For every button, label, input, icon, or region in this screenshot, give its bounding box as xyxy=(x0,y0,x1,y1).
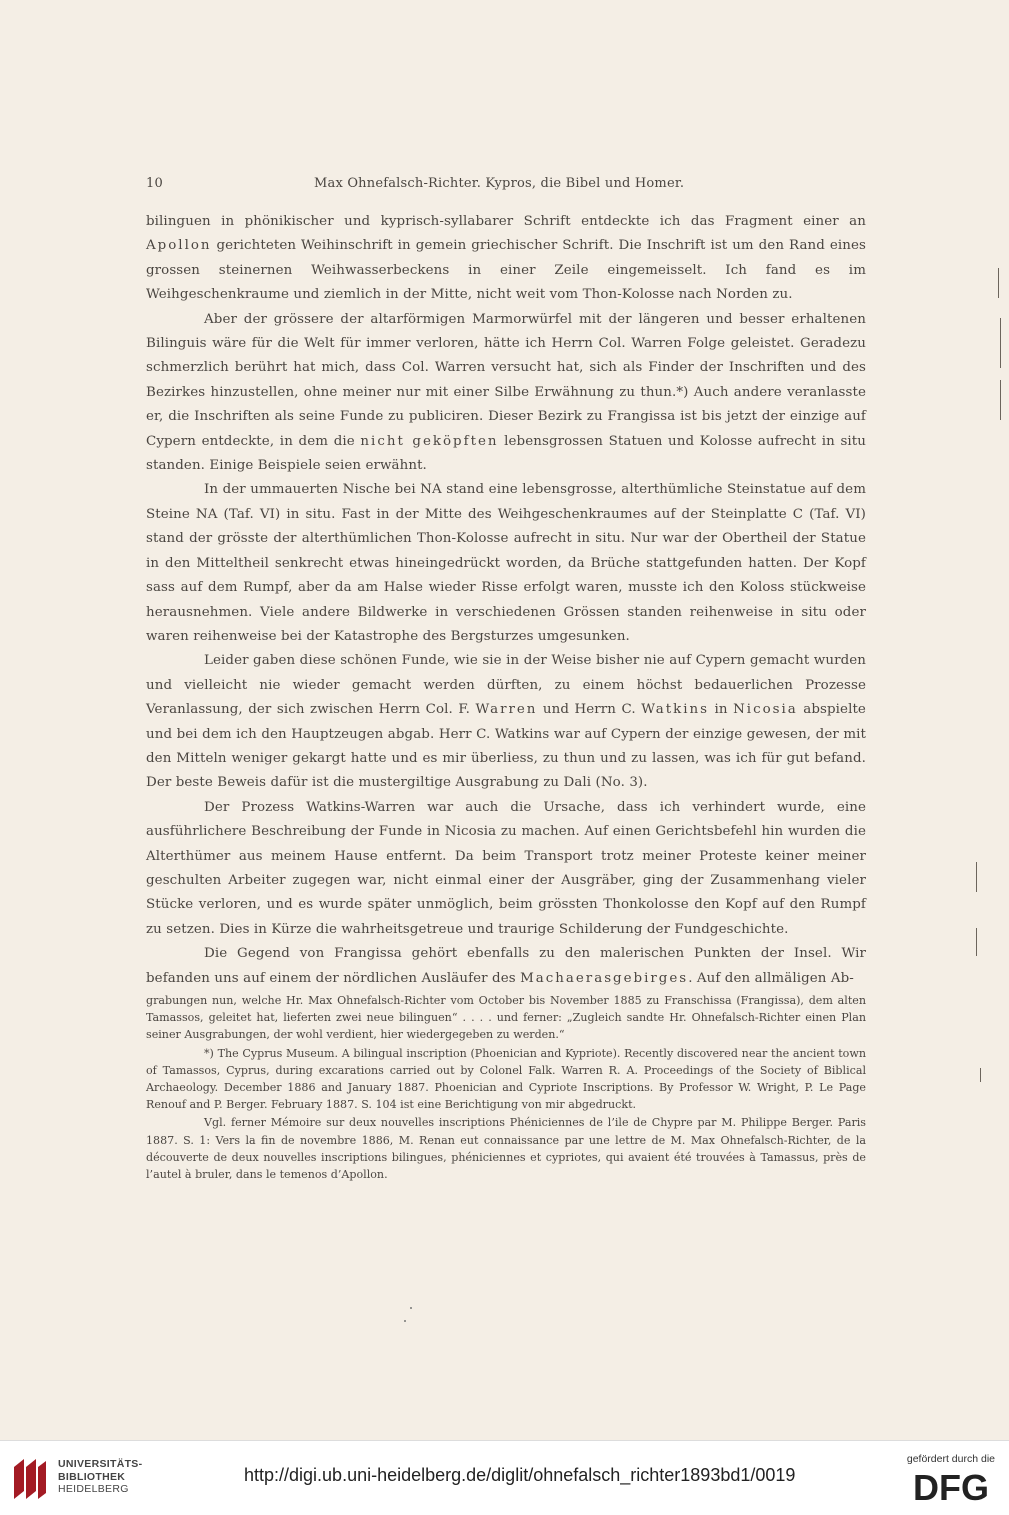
margin-line-6 xyxy=(980,1068,981,1082)
margin-line-1 xyxy=(998,268,999,298)
paragraph-1: bilinguen in phönikischer und kyprisch-syllabarer Schrift entdeckte ich das Fragment einer an Apollon gerichteten Weihinschrift in gemein griechischer Schrift. Die Inschrift ist um den Rand eines grossen steinernen Weihwasserbeckens in einer Zeile eingemeisselt. Ich fand es im Weihgeschenkraume und ziemlich in der Mitte, nicht weit vom Thon-Kolosse nach Norden zu. xyxy=(146,214,866,303)
permalink-url[interactable]: http://digi.ub.uni-heidelberg.de/diglit/ohnefalsch_richter1893bd1/0019 xyxy=(244,1465,796,1485)
margin-line-3 xyxy=(1000,380,1001,420)
running-header xyxy=(146,176,866,196)
main-text xyxy=(146,210,866,991)
margin-line-2 xyxy=(1000,318,1001,368)
footnotes xyxy=(146,992,866,1184)
library-name: UNIVERSITÄTS- BIBLIOTHEK HEIDELBERG xyxy=(58,1458,143,1495)
margin-line-5 xyxy=(976,928,977,956)
spaced-emphasis: nicht geköpften xyxy=(360,433,499,449)
footnote-continuation: grabungen nun, welche Hr. Max Ohnefalsch-Richter vom October bis November 1885 zu Franschissa (Frangissa), dem alten Tamassos, geleitet hat, lieferten zwei neue bilinguen“ . . . . und ferner: „Zugleich sandte Hr. Ohnefalsch-Richter einen Plan seiner Ausgrabungen, der wohl verdient, hier wiedergegeben zu werden.“ xyxy=(146,994,866,1042)
spaced-name-warren: Warren xyxy=(475,702,538,718)
paragraph-4: Leider gaben diese schönen Funde, wie sie in der Weise bisher nie auf Cypern gemacht wurden und vielleicht nie wieder gemacht werden dürften, zu einem höchst bedauerlichen Prozesse Veranlassung, der sich zwischen Herrn Col. F. Warren und Herrn C. Watkins in Nicosia abspielte und bei dem ich den Hauptzeugen abgab. Herr C. Watkins war auf Cypern der einzige gewesen, der mit den Mitteln weniger gekargt hatte und es mir überliess, zu thun und zu lassen, was ich für gut befand. Der beste Beweis dafür ist die mustergiltige Ausgrabung zu Dali (No. 3). xyxy=(146,653,866,791)
paragraph-3: In der ummauerten Nische bei NA stand eine lebensgrosse, alterthümliche Steinstatue auf dem Steine NA (Taf. VI) in situ. Fast in der Mitte des Weihgeschenkraumes auf der Steinplatte C (Taf. VI) stand der grösste der alterthümlichen Thon-Kolosse aufrecht in situ. Nur war der Obertheil der Statue in den Mitteltheil senkrecht etwas hineingedrückt worden, da Brüche stattgefunden hatten. Der Kopf sass auf dem Rumpf, aber da am Halse wieder Risse erfolgt waren, musste ich den Koloss stückweise herausnehmen. Viele andere Bildwerke in verschiedenen Grössen standen reihenweise in situ oder waren reihenweise bei der Katastrophe des Bergsturzes umgesunken. xyxy=(146,482,866,644)
spaced-name-apollon: Apollon xyxy=(146,238,212,254)
dfg-logo-icon xyxy=(911,1469,995,1503)
paragraph-2: Aber der grössere der altarförmigen Marmorwürfel mit der längeren und besser erhaltenen Bilinguis wäre für die Welt für immer verloren, hätte ich Herrn Col. Warren Folge geleistet. Geradezu schmerzlich berührt hat mich, dass Col. Warren versucht hat, sich als Finder der Inschriften und des Bezirkes hinzustellen, ohne meiner nur mit einer Silbe Erwähnung zu thun.*) Auch andere veranlasste er, die Inschriften als seine Funde zu publiciren. Dieser Bezirk zu Frangissa ist bis jetzt der einzige auf Cypern entdeckte, in dem die nicht geköpften lebensgrossen Statuen und Kolosse aufrecht in situ standen. Einige Beispiele seien erwähnt. xyxy=(146,311,867,474)
spaced-name-nicosia: Nicosia xyxy=(733,702,798,718)
paragraph-5: Der Prozess Watkins-Warren war auch die Ursache, dass ich verhindert wurde, eine ausführlichere Beschreibung der Funde in Nicosia zu machen. Auf einen Gerichtsbefehl hin wurden die Alterthümer aus meinem Hause entfernt. Da beim Transport trotz meiner Proteste keiner meiner geschulten Arbeiter zugegen war, nicht einmal einer der Ausgräber, ging der Zusammenhang vieler Stücke verloren, und es wurde später unmöglich, beim grössten Thonkolosse den Kopf auf den Rumpf zu setzen. Dies in Kürze die wahrheitsgetreue und traurige Schilderung der Fundgeschichte. xyxy=(146,799,866,937)
funding-label: gefördert durch die xyxy=(906,1453,995,1465)
page-number: 10 xyxy=(146,176,163,191)
svg-text:DFG: DFG xyxy=(913,1469,989,1503)
viewer-footer xyxy=(0,1440,1009,1515)
paragraph-6: Die Gegend von Frangissa gehört ebenfalls zu den malerischen Punkten der Insel. Wir befanden uns auf einem der nördlichen Ausläufer des Machaerasgebirges. Auf den allmäligen Ab- xyxy=(146,946,866,986)
spaced-name-machaeras: Machaerasgebirges xyxy=(520,970,689,986)
running-title: Max Ohnefalsch-Richter. Kypros, die Bibel und Homer. xyxy=(314,176,685,191)
spaced-name-watkins: Watkins xyxy=(641,702,710,718)
footnote-vgl: Vgl. ferner Mémoire sur deux nouvelles inscriptions Phéniciennes de l’ile de Chypre par M. Philippe Berger. Paris 1887. S. 1: Vers la fin de novembre 1886, M. Renan eut connaissance par une lettre de M. Max Ohnefalsch-Richter, de la découverte de deux nouvelles inscriptions bilingues, phéniciennes et cypriotes, qui avaient été trouvées à Tamassus, près de l’autel à bruler, dans le temenos d’Apollon. xyxy=(146,1116,866,1182)
margin-line-4 xyxy=(976,862,977,892)
speck xyxy=(410,1307,412,1309)
footnote-star: *) The Cyprus Museum. A bilingual inscription (Phoenician and Kypriote). Recently discovered near the ancient town of Tamassos, Cyprus, during excarations carried out by Colonel Falk. Warren R. A. Proceedings of the Society of Biblical Archaeology. December 1886 and January 1887. Phoenician and Cypriote Inscriptions. By Professor W. Wright, P. Le Page Renouf and P. Berger. February 1887. S. 104 ist eine Berichtigung von mir abgedruckt. xyxy=(146,1046,866,1112)
library-logo-icon xyxy=(10,1453,50,1503)
speck xyxy=(404,1320,406,1322)
